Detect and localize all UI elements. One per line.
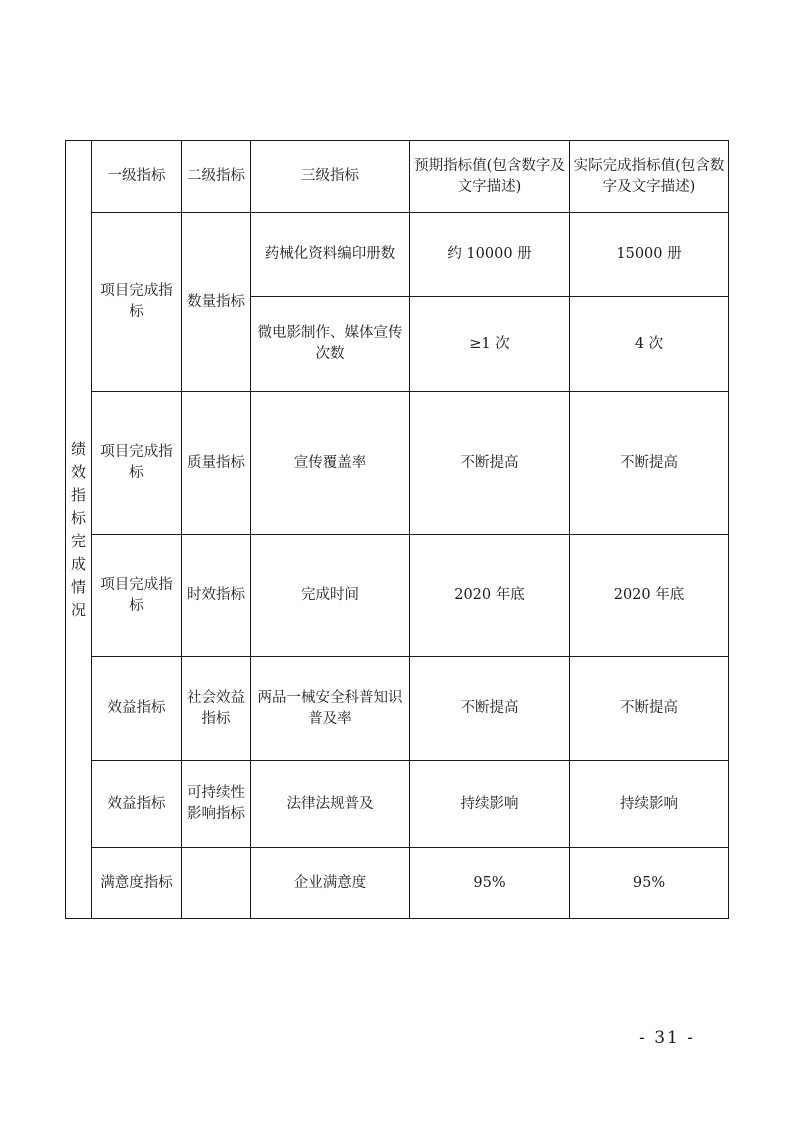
header-level2: 二级指标 [182,141,251,213]
header-expected: 预期指标值(包含数字及文字描述) [410,141,570,213]
table-row [66,392,729,535]
level3-cell: 完成时间 [251,535,410,657]
actual-cell: 持续影响 [570,761,729,848]
expected-cell: 不断提高 [410,392,570,535]
side-label-cell [66,141,92,919]
actual-cell: 95% [570,848,729,919]
level2-cell: 社会效益指标 [182,657,251,761]
level1-cell: 效益指标 [92,657,182,761]
table-row [66,657,729,761]
table-row [66,848,729,919]
expected-cell: ≥1 次 [410,297,570,392]
expected-cell: 持续影响 [410,761,570,848]
table-row [66,761,729,848]
side-label: 绩效指标完成情况 [70,439,86,619]
performance-table [65,140,729,919]
actual-cell: 4 次 [570,297,729,392]
actual-cell: 2020 年底 [570,535,729,657]
level2-cell [182,848,251,919]
level2-cell: 时效指标 [182,535,251,657]
actual-cell: 不断提高 [570,657,729,761]
level3-cell: 药械化资料编印册数 [251,213,410,297]
expected-cell: 2020 年底 [410,535,570,657]
expected-cell: 95% [410,848,570,919]
level1-cell: 项目完成指标 [92,213,182,392]
level3-cell: 宣传覆盖率 [251,392,410,535]
actual-cell: 15000 册 [570,213,729,297]
header-row [66,141,729,213]
level1-cell: 项目完成指标 [92,535,182,657]
header-level3: 三级指标 [251,141,410,213]
level3-cell: 两品一械安全科普知识普及率 [251,657,410,761]
expected-cell: 约 10000 册 [410,213,570,297]
level2-cell: 质量指标 [182,392,251,535]
level2-cell: 可持续性影响指标 [182,761,251,848]
page-number: - 31 - [639,1028,695,1048]
level3-cell: 法律法规普及 [251,761,410,848]
expected-cell: 不断提高 [410,657,570,761]
level3-cell: 企业满意度 [251,848,410,919]
table-row [66,213,729,297]
level2-cell: 数量指标 [182,213,251,392]
level1-cell: 效益指标 [92,761,182,848]
actual-cell: 不断提高 [570,392,729,535]
header-level1: 一级指标 [92,141,182,213]
level3-cell: 微电影制作、媒体宣传次数 [251,297,410,392]
level1-cell: 项目完成指标 [92,392,182,535]
table-row [66,535,729,657]
level1-cell: 满意度指标 [92,848,182,919]
header-actual: 实际完成指标值(包含数字及文字描述) [570,141,729,213]
